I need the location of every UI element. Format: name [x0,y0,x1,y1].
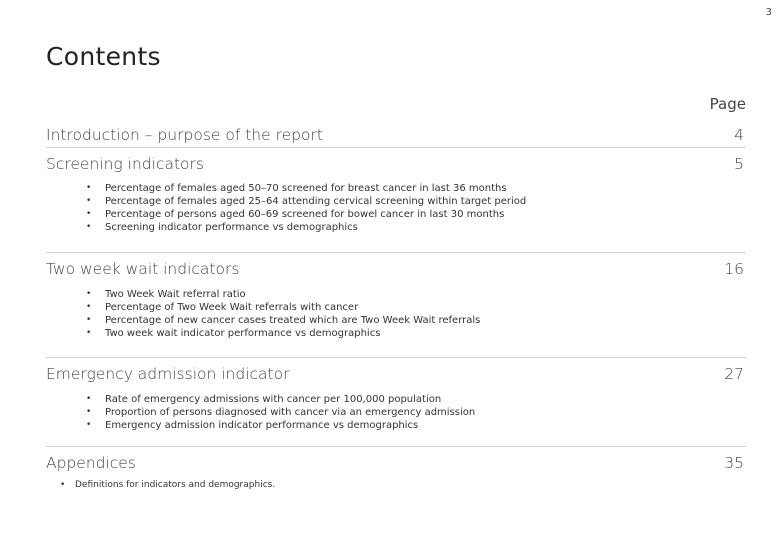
bullet-list-appendices [60,480,275,490]
toc-entry-screening-indicators[interactable] [46,147,746,173]
toc-entry-appendices[interactable] [46,446,746,472]
toc-entry-title: Two week wait indicators [46,260,240,278]
page-column-label: Page [709,95,746,113]
toc-entry-title: Screening indicators [46,155,204,173]
toc-entry-page: 5 [734,155,744,173]
list-item: • Definitions for indicators and demographics. [60,480,275,490]
page-number: 3 [765,7,772,18]
toc-entry-title: Emergency admission indicator [46,365,290,383]
list-item: • Proportion of persons diagnosed with cancer via an emergency admission [86,406,475,419]
toc-entry-two-week-wait-indicators[interactable] [46,252,746,278]
toc-entry-title: Introduction – purpose of the report [46,126,323,144]
toc-entry-emergency-admission-indicator[interactable] [46,357,746,383]
bullet-list-emergency-admission [86,393,475,432]
list-item: • Percentage of females aged 25–64 attending cervical screening within target period [86,195,526,208]
list-item: • Percentage of new cancer cases treated which are Two Week Wait referrals [86,314,480,327]
list-item: • Two Week Wait referral ratio [86,288,480,301]
bullet-list-screening [86,182,526,234]
list-item: • Emergency admission indicator performance vs demographics [86,419,475,432]
page-title: Contents [46,42,161,71]
toc-entry-page: 27 [724,365,744,383]
list-item: • Percentage of persons aged 60–69 screened for bowel cancer in last 30 months [86,208,526,221]
toc-entry-title: Appendices [46,454,136,472]
list-item: • Percentage of Two Week Wait referrals with cancer [86,301,480,314]
toc-entry-page: 16 [724,260,744,278]
list-item: • Screening indicator performance vs demographics [86,221,526,234]
toc-entry-page: 35 [724,454,744,472]
list-item: • Percentage of females aged 50–70 screened for breast cancer in last 36 months [86,182,526,195]
bullet-list-two-week-wait [86,288,480,340]
list-item: • Two week wait indicator performance vs demographics [86,327,480,340]
list-item: • Rate of emergency admissions with cancer per 100,000 population [86,393,475,406]
toc-entry-page: 4 [734,126,744,144]
toc-entry-introduction[interactable] [46,118,746,144]
